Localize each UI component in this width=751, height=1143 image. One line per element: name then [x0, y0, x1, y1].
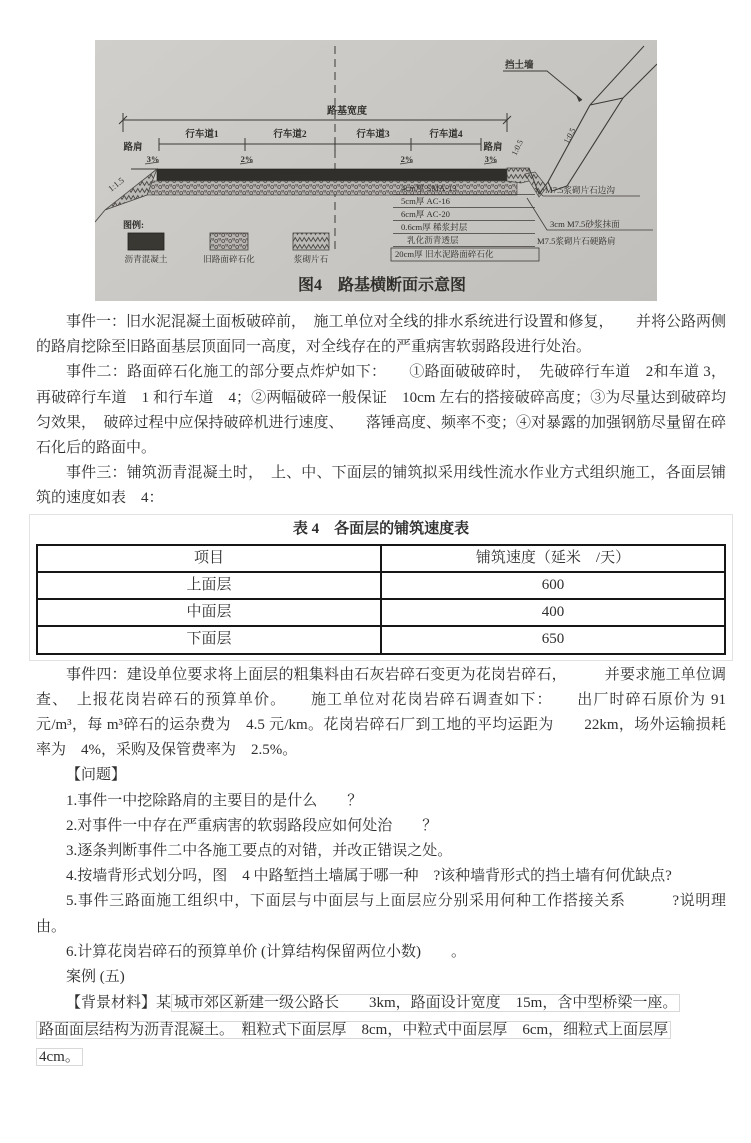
question-1: 1.事件一中挖除路肩的主要目的是什么 ？	[66, 792, 363, 809]
legend-label-asphalt: 沥青混凝土	[124, 254, 168, 264]
slope-percent-3: 2%	[400, 154, 414, 164]
event-3-paragraph: 事件三：铺筑沥青混凝土时， 上、中、下面层的铺筑拟采用线性流水作业方式组织施工，各面层铺筑的速度如表 4：	[36, 465, 726, 507]
slope-percent-4: 3%	[484, 154, 498, 164]
cell-layer-speed: 600	[381, 572, 725, 599]
layer-5-label: 乳化沥青透层	[407, 235, 459, 245]
legend-label-mortar-rubble: 浆砌片石	[293, 254, 329, 264]
slope-percent-1: 3%	[146, 154, 160, 164]
legend-swatch-mortar-rubble	[293, 233, 329, 250]
ditch-slope-ratio-label: 1:0.5	[509, 138, 525, 157]
question-4: 4.按墙背形式划分吗，图 4 中路堑挡土墙属于哪一种 ?该种墙背形式的挡土墙有何优缺点?	[66, 868, 672, 885]
ground-slope-lines	[590, 46, 657, 105]
ditch-rubble-block	[525, 172, 547, 197]
shoulder-right-label: 路肩	[483, 143, 503, 153]
plaster-note-label: 3cm M7.5砂浆抹面	[550, 219, 620, 229]
table-row	[37, 599, 725, 626]
cell-layer-speed: 650	[381, 626, 725, 653]
asphalt-layer-strip	[157, 169, 507, 181]
retaining-wall-label: 挡土墙	[505, 61, 534, 71]
background-material-prefix: 【背景材料】某	[66, 995, 172, 1012]
case-5-title: 案例 (五)	[66, 969, 125, 986]
question-6: 6.计算花岗岩碎石的预算单价 (计算结构保留两位小数) 。	[66, 943, 466, 960]
bg-boxed-text-1: 城市郊区新建一级公路长 3km，路面设计宽度 15m，含中型桥梁一座。	[171, 994, 680, 1012]
legend-swatch-asphalt	[128, 233, 164, 250]
layer-6-label: 20cm厚 旧水泥路面碎石化	[395, 249, 494, 259]
lane-4-label: 行车道4	[429, 130, 463, 140]
layer-3-label: 6cm厚 AC-20	[401, 209, 450, 219]
paving-speed-table	[36, 544, 726, 655]
lane-3-label: 行车道3	[356, 130, 390, 140]
paving-speed-table-box	[29, 514, 733, 661]
hard-shoulder-note-label: M7.5浆砌片石硬路肩	[537, 236, 616, 246]
cell-layer-speed: 400	[381, 599, 725, 626]
legend-swatch-rubblized	[210, 233, 248, 250]
retaining-wall-outline	[548, 98, 623, 191]
lane-2-label: 行车道2	[273, 130, 307, 140]
figure-photo	[95, 40, 657, 301]
cell-layer-name: 上面层	[37, 572, 381, 599]
wall-slope-ratio-label: 1:0.5	[561, 126, 578, 145]
table-row	[37, 626, 725, 653]
legend-label-rubblized: 旧路面碎石化	[203, 254, 255, 264]
question-2: 2.对事件一中存在严重病害的软弱路段应如何处治 ？	[66, 817, 438, 834]
question-5: 5.事件三路面施工组织中，下面层与中面层与上面层应分别采用何种工作搭接关系 ?说明理由。	[36, 893, 726, 935]
figure-caption: 图4 路基横断面示意图	[297, 277, 467, 294]
lane-1-label: 行车道1	[185, 130, 219, 140]
column-header-speed: 铺筑速度（延米 /天）	[381, 545, 725, 572]
slope-percent-2: 2%	[240, 154, 254, 164]
cell-layer-name: 中面层	[37, 599, 381, 626]
leader-arrowhead	[576, 95, 582, 102]
questions-header: 【问题】	[66, 767, 127, 784]
roadbed-cross-section-diagram	[95, 40, 657, 301]
legend-title: 图例:	[123, 220, 144, 230]
bg-boxed-text-2: 路面面层结构为沥青混凝土。 粗粒式下面层厚 8cm，中粒式中面层厚 6cm，细粒式上面层厚	[36, 1021, 671, 1039]
event-1-paragraph: 事件一：旧水泥混凝土面板破碎前， 施工单位对全线的排水系统进行设置和修复， 并将公路两侧的路肩挖除至旧路面基层顶面同一高度，对全线存在的严重病害软弱路段进行处治。	[36, 314, 727, 356]
event-2-paragraph: 事件二：路面碎石化施工的部分要点炸炉如下： ①路面破破碎时， 先破碎行车道 2和车道 3，再破碎行车道 1 和行车道 4；②两幅破碎一般保证 10cm 左右的搭接破碎高度；③为尽量达到破碎均匀效果， 破碎过程中应保持破碎机进行速度、 落锤高度、频率不变；④对暴露的加强钢筋尽量留在碎石化后的路面中。	[36, 364, 727, 457]
table-title: 表 4 各面层的铺筑速度表	[292, 520, 470, 537]
left-slope-ratio-label: 1:1.5	[106, 175, 126, 194]
table-header-row	[37, 545, 725, 572]
background-material-paragraph	[36, 990, 726, 1071]
table-row	[37, 572, 725, 599]
layer-2-label: 5cm厚 AC-16	[401, 196, 450, 206]
event-4-paragraph: 事件四：建设单位要求将上面层的粗集料由石灰岩碎石变更为花岗岩碎石， 并要求施工单位调查、 上报花岗岩碎石的预算单价。 施工单位对花岗岩碎石调查如下： 出厂时碎石原价为 91 元/m³，每 m³碎石的运杂费为 4.5 元/km。花岗岩碎石厂到工地的平均运距为 22km，场外运输损耗率为 4%，采购及保管费率为 2.5%。	[36, 666, 726, 759]
layer-1-label: 4cm厚 SMA-13	[401, 183, 457, 193]
bg-boxed-text-3: 4cm。	[36, 1048, 83, 1066]
cell-layer-name: 下面层	[37, 626, 381, 653]
roadbed-width-label: 路基宽度	[327, 106, 367, 117]
ditch-note-label: M7.5浆砌片石边沟	[545, 185, 615, 195]
layer-4-label: 0.6cm厚 稀浆封层	[401, 222, 468, 232]
shoulder-left-label: 路肩	[123, 143, 143, 153]
rubblized-layer-strip	[147, 181, 517, 195]
question-3: 3.逐条判断事件二中各施工要点的对错，并改正错误之处。	[66, 843, 453, 860]
document-body	[36, 310, 726, 1071]
column-header-item: 项目	[37, 545, 381, 572]
